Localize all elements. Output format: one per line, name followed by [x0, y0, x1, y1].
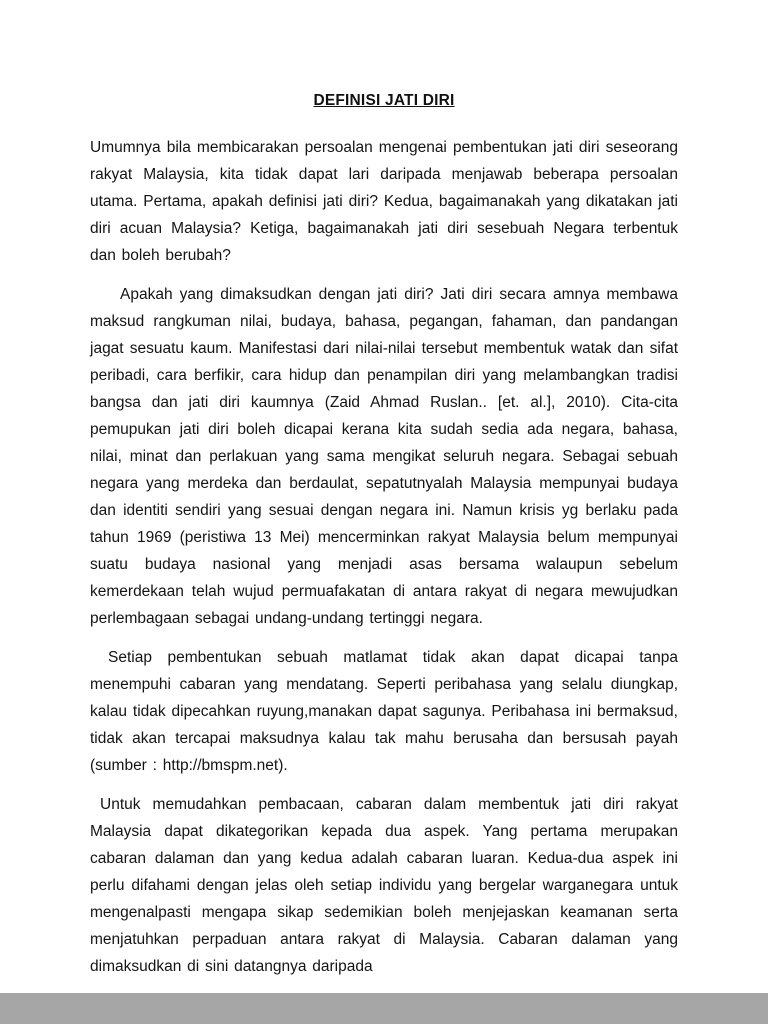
paragraph: Apakah yang dimaksudkan dengan jati diri? Jati diri secara amnya membawa maksud rangkuman nilai, budaya, bahasa, pegangan, fahaman, dan pandangan jagat sesuatu kaum. Manifestasi dari nilai-nilai tersebut membentuk watak dan sifat peribadi, cara berfikir, cara hidup dan penampilan diri yang melambangkan tradisi bangsa dan jati diri kaumnya (Zaid Ahmad Ruslan.. [et. al.], 2010). Cita-cita pemupukan jati diri boleh dicapai kerana kita sudah sedia ada negara, bahasa, nilai, minat dan perlakuan yang sama mengikat seluruh negara. Sebagai sebuah negara yang merdeka dan berdaulat, sepatutnyalah Malaysia mempunyai budaya dan identiti sendiri yang sesuai dengan negara ini. Namun krisis yg berlaku pada tahun 1969 (peristiwa 13 Mei) mencerminkan rakyat Malaysia belum mempunyai suatu budaya nasional yang menjadi asas bersama walaupun sebelum kemerdekaan telah wujud permuafakatan di antara rakyat di negara mewujudkan perlembagaan sebagai undang-undang tertinggi negara. — [90, 286, 678, 627]
paragraph: Setiap pembentukan sebuah matlamat tidak akan dapat dicapai tanpa menempuhi cabaran yang mendatang. Seperti peribahasa yang selalu diungkap, kalau tidak dipecahkan ruyung,manakan dapat sagunya. Peribahasa ini bermaksud, tidak akan tercapai maksudnya kalau tak mahu berusaha dan bersusah payah (sumber : http://bmspm.net). — [90, 649, 678, 774]
page-end-background — [0, 993, 768, 1024]
paragraph: Umumnya bila membicarakan persoalan mengenai pembentukan jati diri seseorang rakyat Malaysia, kita tidak dapat lari daripada menjawab beberapa persoalan utama. Pertama, apakah definisi jati diri? Kedua, bagaimanakah yang dikatakan jati diri acuan Malaysia? Ketiga, bagaimanakah jati diri sesebuah Negara terbentuk dan boleh berubah? — [90, 139, 678, 264]
document-title: DEFINISI JATI DIRI — [313, 92, 455, 109]
paragraph: Untuk memudahkan pembacaan, cabaran dalam membentuk jati diri rakyat Malaysia dapat dikategorikan kepada dua aspek. Yang pertama merupakan cabaran dalaman dan yang kedua adalah cabaran luaran. Kedua-dua aspek ini perlu difahami dengan jelas oleh setiap individu yang bergelar warganegara untuk mengenalpasti mengapa sikap sedemikian boleh menjejaskan keamanan serta menjatuhkan perpaduan antara rakyat di Malaysia. Cabaran dalaman yang dimaksudkan di sini datangnya daripada — [90, 796, 678, 975]
